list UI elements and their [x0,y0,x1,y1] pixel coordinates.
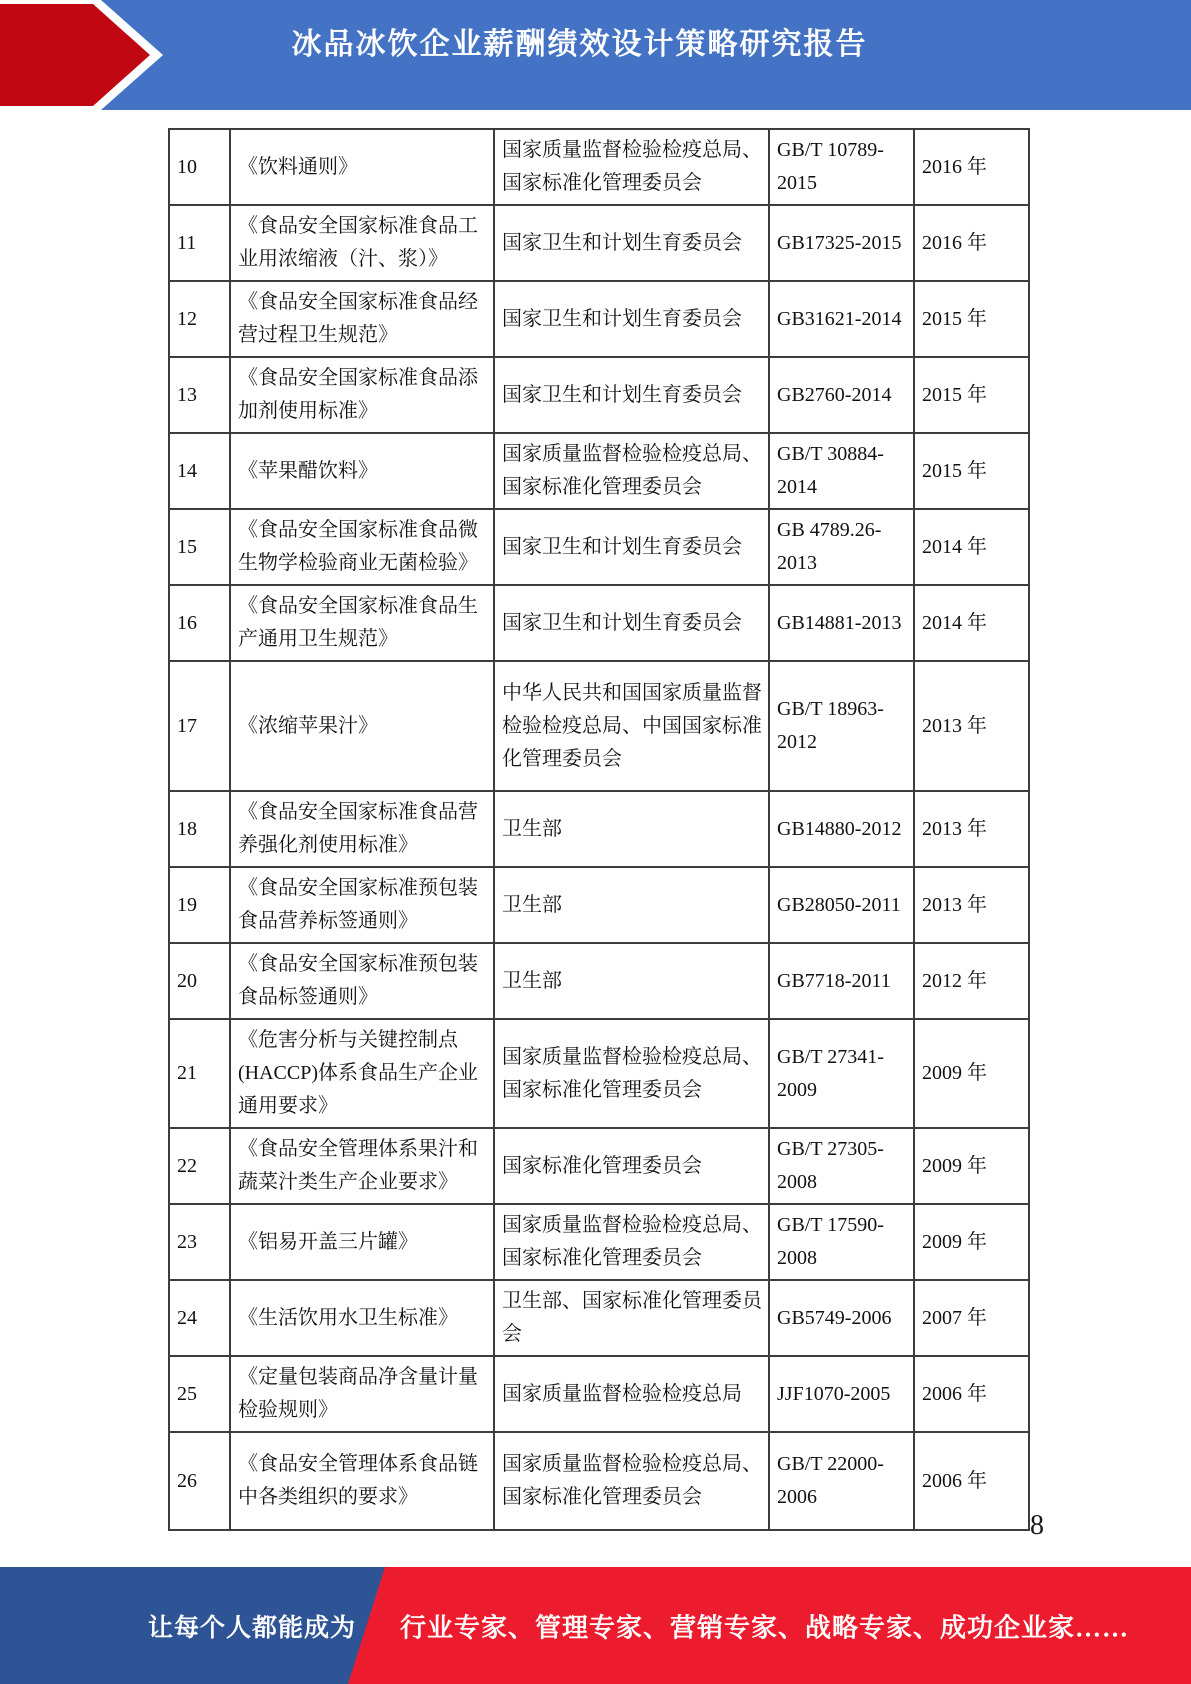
standard-title: 《食品安全国家标准食品微生物学检验商业无菌检验》 [230,509,494,585]
publish-year: 2009 年 [914,1204,1029,1280]
table-row [169,357,1029,433]
issuing-authority: 国家质量监督检验检疫总局、国家标准化管理委员会 [494,1019,769,1128]
issuing-authority: 卫生部 [494,791,769,867]
standard-code: GB/T 27305-2008 [769,1128,914,1204]
standard-code: GB5749-2006 [769,1280,914,1356]
standard-title: 《苹果醋饮料》 [230,433,494,509]
row-number: 11 [169,205,230,281]
table-row [169,1128,1029,1204]
row-number: 20 [169,943,230,1019]
standard-title: 《食品安全国家标准预包装食品标签通则》 [230,943,494,1019]
table-row [169,943,1029,1019]
footer-slogan-left: 让每个人都能成为 [148,1614,357,1642]
standard-title: 《浓缩苹果汁》 [230,661,494,791]
issuing-authority: 国家卫生和计划生育委员会 [494,281,769,357]
issuing-authority: 卫生部 [494,943,769,1019]
standard-title: 《食品安全国家标准食品营养强化剂使用标准》 [230,791,494,867]
standard-code: GB 4789.26-2013 [769,509,914,585]
row-number: 21 [169,1019,230,1128]
issuing-authority: 国家质量监督检验检疫总局、国家标准化管理委员会 [494,433,769,509]
row-number: 14 [169,433,230,509]
publish-year: 2015 年 [914,281,1029,357]
standard-code: GB/T 17590-2008 [769,1204,914,1280]
standards-table-body [169,129,1029,1530]
standards-table [168,128,1030,1531]
standard-title: 《生活饮用水卫生标准》 [230,1280,494,1356]
publish-year: 2013 年 [914,661,1029,791]
publish-year: 2016 年 [914,205,1029,281]
issuing-authority: 中华人民共和国国家质量监督检验检疫总局、中国国家标准化管理委员会 [494,661,769,791]
standard-code: GB31621-2014 [769,281,914,357]
table-row [169,509,1029,585]
standard-code: GB14881-2013 [769,585,914,661]
page-header-banner [0,0,1191,110]
standard-title: 《食品安全国家标准食品添加剂使用标准》 [230,357,494,433]
standard-title: 《食品安全国家标准食品生产通用卫生规范》 [230,585,494,661]
report-title: 冰品冰饮企业薪酬绩效设计策略研究报告 [291,28,868,61]
standard-code: GB14880-2012 [769,791,914,867]
standard-code: GB/T 10789-2015 [769,129,914,205]
standard-title: 《食品安全国家标准食品经营过程卫生规范》 [230,281,494,357]
row-number: 26 [169,1432,230,1530]
row-number: 18 [169,791,230,867]
issuing-authority: 国家卫生和计划生育委员会 [494,357,769,433]
publish-year: 2014 年 [914,509,1029,585]
publish-year: 2016 年 [914,129,1029,205]
row-number: 15 [169,509,230,585]
issuing-authority: 国家卫生和计划生育委员会 [494,205,769,281]
issuing-authority: 国家标准化管理委员会 [494,1128,769,1204]
page-footer [0,1567,1191,1684]
row-number: 17 [169,661,230,791]
row-number: 24 [169,1280,230,1356]
standard-code: GB/T 18963-2012 [769,661,914,791]
standard-title: 《危害分析与关键控制点(HACCP)体系食品生产企业通用要求》 [230,1019,494,1128]
standard-code: GB/T 22000-2006 [769,1432,914,1530]
table-row [169,205,1029,281]
row-number: 25 [169,1356,230,1432]
row-number: 22 [169,1128,230,1204]
issuing-authority: 国家卫生和计划生育委员会 [494,509,769,585]
issuing-authority: 国家质量监督检验检疫总局、国家标准化管理委员会 [494,1204,769,1280]
page-number: 8 [1030,1510,1044,1541]
publish-year: 2015 年 [914,433,1029,509]
issuing-authority: 国家质量监督检验检疫总局、国家标准化管理委员会 [494,1432,769,1530]
row-number: 16 [169,585,230,661]
table-row [169,1280,1029,1356]
standard-code: GB28050-2011 [769,867,914,943]
table-row [169,661,1029,791]
table-row [169,1432,1029,1530]
standard-code: JJF1070-2005 [769,1356,914,1432]
standard-code: GB/T 30884-2014 [769,433,914,509]
table-row [169,791,1029,867]
publish-year: 2006 年 [914,1356,1029,1432]
row-number: 13 [169,357,230,433]
issuing-authority: 国家卫生和计划生育委员会 [494,585,769,661]
standard-title: 《食品安全管理体系果汁和蔬菜汁类生产企业要求》 [230,1128,494,1204]
row-number: 12 [169,281,230,357]
table-row [169,1019,1029,1128]
publish-year: 2006 年 [914,1432,1029,1530]
standard-title: 《铝易开盖三片罐》 [230,1204,494,1280]
publish-year: 2013 年 [914,791,1029,867]
publish-year: 2014 年 [914,585,1029,661]
publish-year: 2015 年 [914,357,1029,433]
standard-title: 《食品安全管理体系食品链中各类组织的要求》 [230,1432,494,1530]
publish-year: 2007 年 [914,1280,1029,1356]
standard-title: 《定量包装商品净含量计量检验规则》 [230,1356,494,1432]
issuing-authority: 卫生部 [494,867,769,943]
table-row [169,1204,1029,1280]
row-number: 19 [169,867,230,943]
standard-title: 《饮料通则》 [230,129,494,205]
row-number: 10 [169,129,230,205]
table-row [169,867,1029,943]
table-row [169,585,1029,661]
publish-year: 2013 年 [914,867,1029,943]
table-row [169,281,1029,357]
publish-year: 2009 年 [914,1128,1029,1204]
table-row [169,1356,1029,1432]
issuing-authority: 卫生部、国家标准化管理委员会 [494,1280,769,1356]
row-number: 23 [169,1204,230,1280]
standard-code: GB2760-2014 [769,357,914,433]
issuing-authority: 国家质量监督检验检疫总局 [494,1356,769,1432]
standard-code: GB17325-2015 [769,205,914,281]
table-row [169,129,1029,205]
standard-code: GB/T 27341-2009 [769,1019,914,1128]
publish-year: 2012 年 [914,943,1029,1019]
standard-code: GB7718-2011 [769,943,914,1019]
issuing-authority: 国家质量监督检验检疫总局、国家标准化管理委员会 [494,129,769,205]
standard-title: 《食品安全国家标准食品工业用浓缩液（汁、浆）》 [230,205,494,281]
publish-year: 2009 年 [914,1019,1029,1128]
standard-title: 《食品安全国家标准预包装食品营养标签通则》 [230,867,494,943]
table-row [169,433,1029,509]
footer-slogan-right: 行业专家、管理专家、营销专家、战略专家、成功企业家…… [400,1613,1130,1642]
